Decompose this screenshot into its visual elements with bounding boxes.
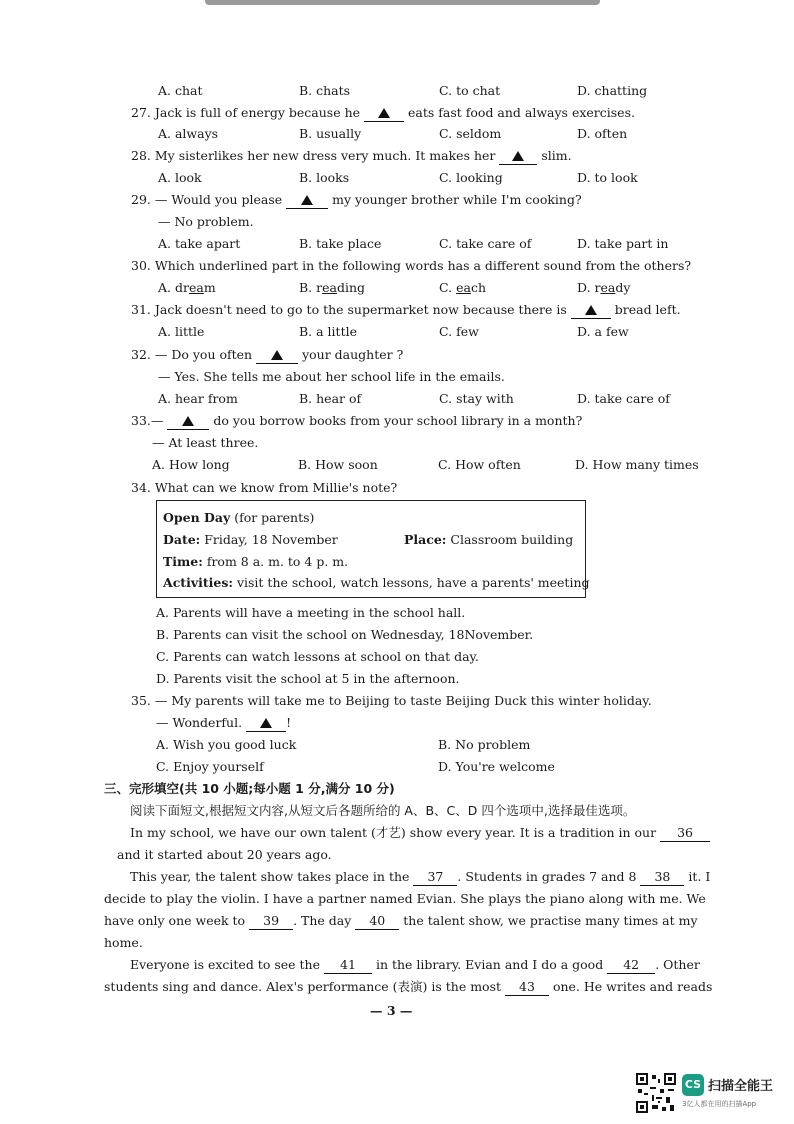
q34-stem: 34. What can we know from Millie's note?: [131, 480, 398, 495]
q31-option-c: C. few: [439, 324, 479, 339]
triangle-icon: [301, 195, 313, 205]
answer-blank: [167, 413, 209, 430]
q35-option-c: C. Enjoy yourself: [156, 759, 264, 774]
q27-stem: 27. Jack is full of energy because he eats fast food and always exercises.: [131, 105, 635, 120]
scanner-tagline: 3亿人都在用的扫描App: [682, 1100, 757, 1108]
answer-blank: [364, 105, 404, 122]
q32-option-a: A. hear from: [158, 391, 238, 406]
passage-line: have only one week to 39 . The day 40 the talent show, we practise many times at my: [104, 913, 698, 928]
q28-option-d: D. to look: [577, 170, 638, 185]
q26-option-c: C. to chat: [439, 83, 501, 98]
answer-blank: [499, 148, 537, 165]
q27-option-d: D. often: [577, 126, 628, 141]
q35-stem: 35. — My parents will take me to Beijing to taste Beijing Duck this winter holiday.: [131, 693, 652, 708]
triangle-icon: [271, 350, 283, 360]
q29-reply: — No problem.: [158, 214, 254, 229]
answer-blank: [246, 715, 286, 732]
cloze-blank-38: 38: [640, 869, 684, 886]
q31-stem: 31. Jack doesn't need to go to the supermarket now because there is bread left.: [131, 302, 681, 317]
cloze-blank-39: 39: [249, 913, 293, 930]
q33-option-a: A. How long: [152, 457, 230, 472]
q33-option-b: B. How soon: [298, 457, 378, 472]
note-title: Open Day (for parents): [163, 510, 315, 525]
q30-option-b: B. reading: [299, 280, 366, 295]
triangle-icon: [585, 305, 597, 315]
q33-option-c: C. How often: [438, 457, 521, 472]
cloze-blank-40: 40: [355, 913, 399, 930]
q26-option-b: B. chats: [299, 83, 351, 98]
q29-option-b: B. take place: [299, 236, 382, 251]
note-activities: Activities: visit the school, watch lessons, have a parents' meeting: [163, 575, 590, 590]
q32-reply: — Yes. She tells me about her school life in the emails.: [158, 369, 505, 384]
q31-option-a: A. little: [158, 324, 205, 339]
passage-line: students sing and dance. Alex's performance (表演) is the most 43 one. He writes and reads: [104, 979, 713, 994]
q33-stem: 33.— do you borrow books from your school library in a month?: [131, 413, 583, 428]
q28-option-a: A. look: [158, 170, 202, 185]
passage-line: decide to play the violin. I have a partner named Evian. She plays the piano along with me. We: [104, 891, 706, 906]
passage-line: home.: [104, 935, 143, 950]
passage-line: This year, the talent show takes place in the 37 . Students in grades 7 and 8 38 it. I: [130, 869, 711, 884]
q35-option-b: B. No problem: [438, 737, 531, 752]
triangle-icon: [260, 718, 272, 728]
q34-option-c: C. Parents can watch lessons at school on that day.: [156, 649, 479, 664]
q33-reply: — At least three.: [152, 435, 259, 450]
q30-option-c: C. each: [439, 280, 486, 295]
q34-option-d: D. Parents visit the school at 5 in the afternoon.: [156, 671, 460, 686]
q30-option-d: D. ready: [577, 280, 631, 295]
scanner-app-name: 扫描全能王: [708, 1079, 774, 1094]
scan-edge: [205, 0, 600, 5]
answer-blank: [286, 192, 328, 209]
q26-option-d: D. chatting: [577, 83, 648, 98]
q27-option-c: C. seldom: [439, 126, 502, 141]
passage-line: In my school, we have our own talent (才艺) show every year. It is a tradition in our 36: [130, 825, 710, 842]
camscanner-logo: CS: [682, 1074, 704, 1096]
q29-option-c: C. take care of: [439, 236, 532, 251]
cloze-blank-41: 41: [324, 957, 372, 974]
q32-option-d: D. take care of: [577, 391, 670, 406]
cloze-blank-42: 42: [607, 957, 655, 974]
qr-code-icon: [636, 1073, 676, 1113]
note-place: Place: Classroom building: [404, 532, 574, 547]
q35-reply: — Wonderful. !: [156, 715, 292, 730]
q27-option-b: B. usually: [299, 126, 362, 141]
q35-option-d: D. You're welcome: [438, 759, 555, 774]
triangle-icon: [378, 108, 390, 118]
cloze-blank-36: 36: [660, 825, 710, 842]
note-date: Date: Friday, 18 November: [163, 532, 338, 547]
open-day-note: [156, 500, 590, 598]
q28-stem: 28. My sisterlikes her new dress very much. It makes her slim.: [131, 148, 572, 163]
q34-option-a: A. Parents will have a meeting in the school hall.: [156, 605, 466, 620]
q33-option-d: D. How many times: [575, 457, 699, 472]
q29-option-d: D. take part in: [577, 236, 669, 251]
q34-option-b: B. Parents can visit the school on Wednesday, 18November.: [156, 627, 534, 642]
q30-stem: 30. Which underlined part in the following words has a different sound from the others?: [131, 258, 692, 273]
q28-option-b: B. looks: [299, 170, 350, 185]
q31-option-b: B. a little: [299, 324, 357, 339]
q32-stem: 32. — Do you often your daughter ?: [131, 347, 404, 362]
answer-blank: [256, 347, 298, 364]
q29-stem: 29. — Would you please my younger brother while I'm cooking?: [131, 192, 582, 207]
q29-option-a: A. take apart: [158, 236, 241, 251]
note-time: Time: from 8 a. m. to 4 p. m.: [163, 554, 349, 569]
triangle-icon: [182, 416, 194, 426]
q32-option-b: B. hear of: [299, 391, 362, 406]
cloze-blank-43: 43: [505, 979, 549, 996]
passage-line: Everyone is excited to see the 41 in the library. Evian and I do a good 42 . Other: [130, 957, 700, 972]
answer-blank: [571, 302, 611, 319]
q27-option-a: A. always: [158, 126, 219, 141]
cloze-blank-37: 37: [413, 869, 457, 886]
q26-option-a: A. chat: [158, 83, 203, 98]
section3-heading: 三、完形填空(共 10 小题;每小题 1 分,满分 10 分): [104, 781, 395, 796]
page-number: — 3 —: [370, 1003, 413, 1018]
q35-option-a: A. Wish you good luck: [156, 737, 297, 752]
section3-instruction: 阅读下面短文,根据短文内容,从短文后各题所给的 A、B、C、D 四个选项中,选择最佳选项。: [130, 803, 636, 818]
q32-option-c: C. stay with: [439, 391, 514, 406]
passage-line: and it started about 20 years ago.: [117, 847, 332, 862]
q30-option-a: A. dream: [158, 280, 216, 295]
q28-option-c: C. looking: [439, 170, 503, 185]
triangle-icon: [512, 151, 524, 161]
q31-option-d: D. a few: [577, 324, 629, 339]
